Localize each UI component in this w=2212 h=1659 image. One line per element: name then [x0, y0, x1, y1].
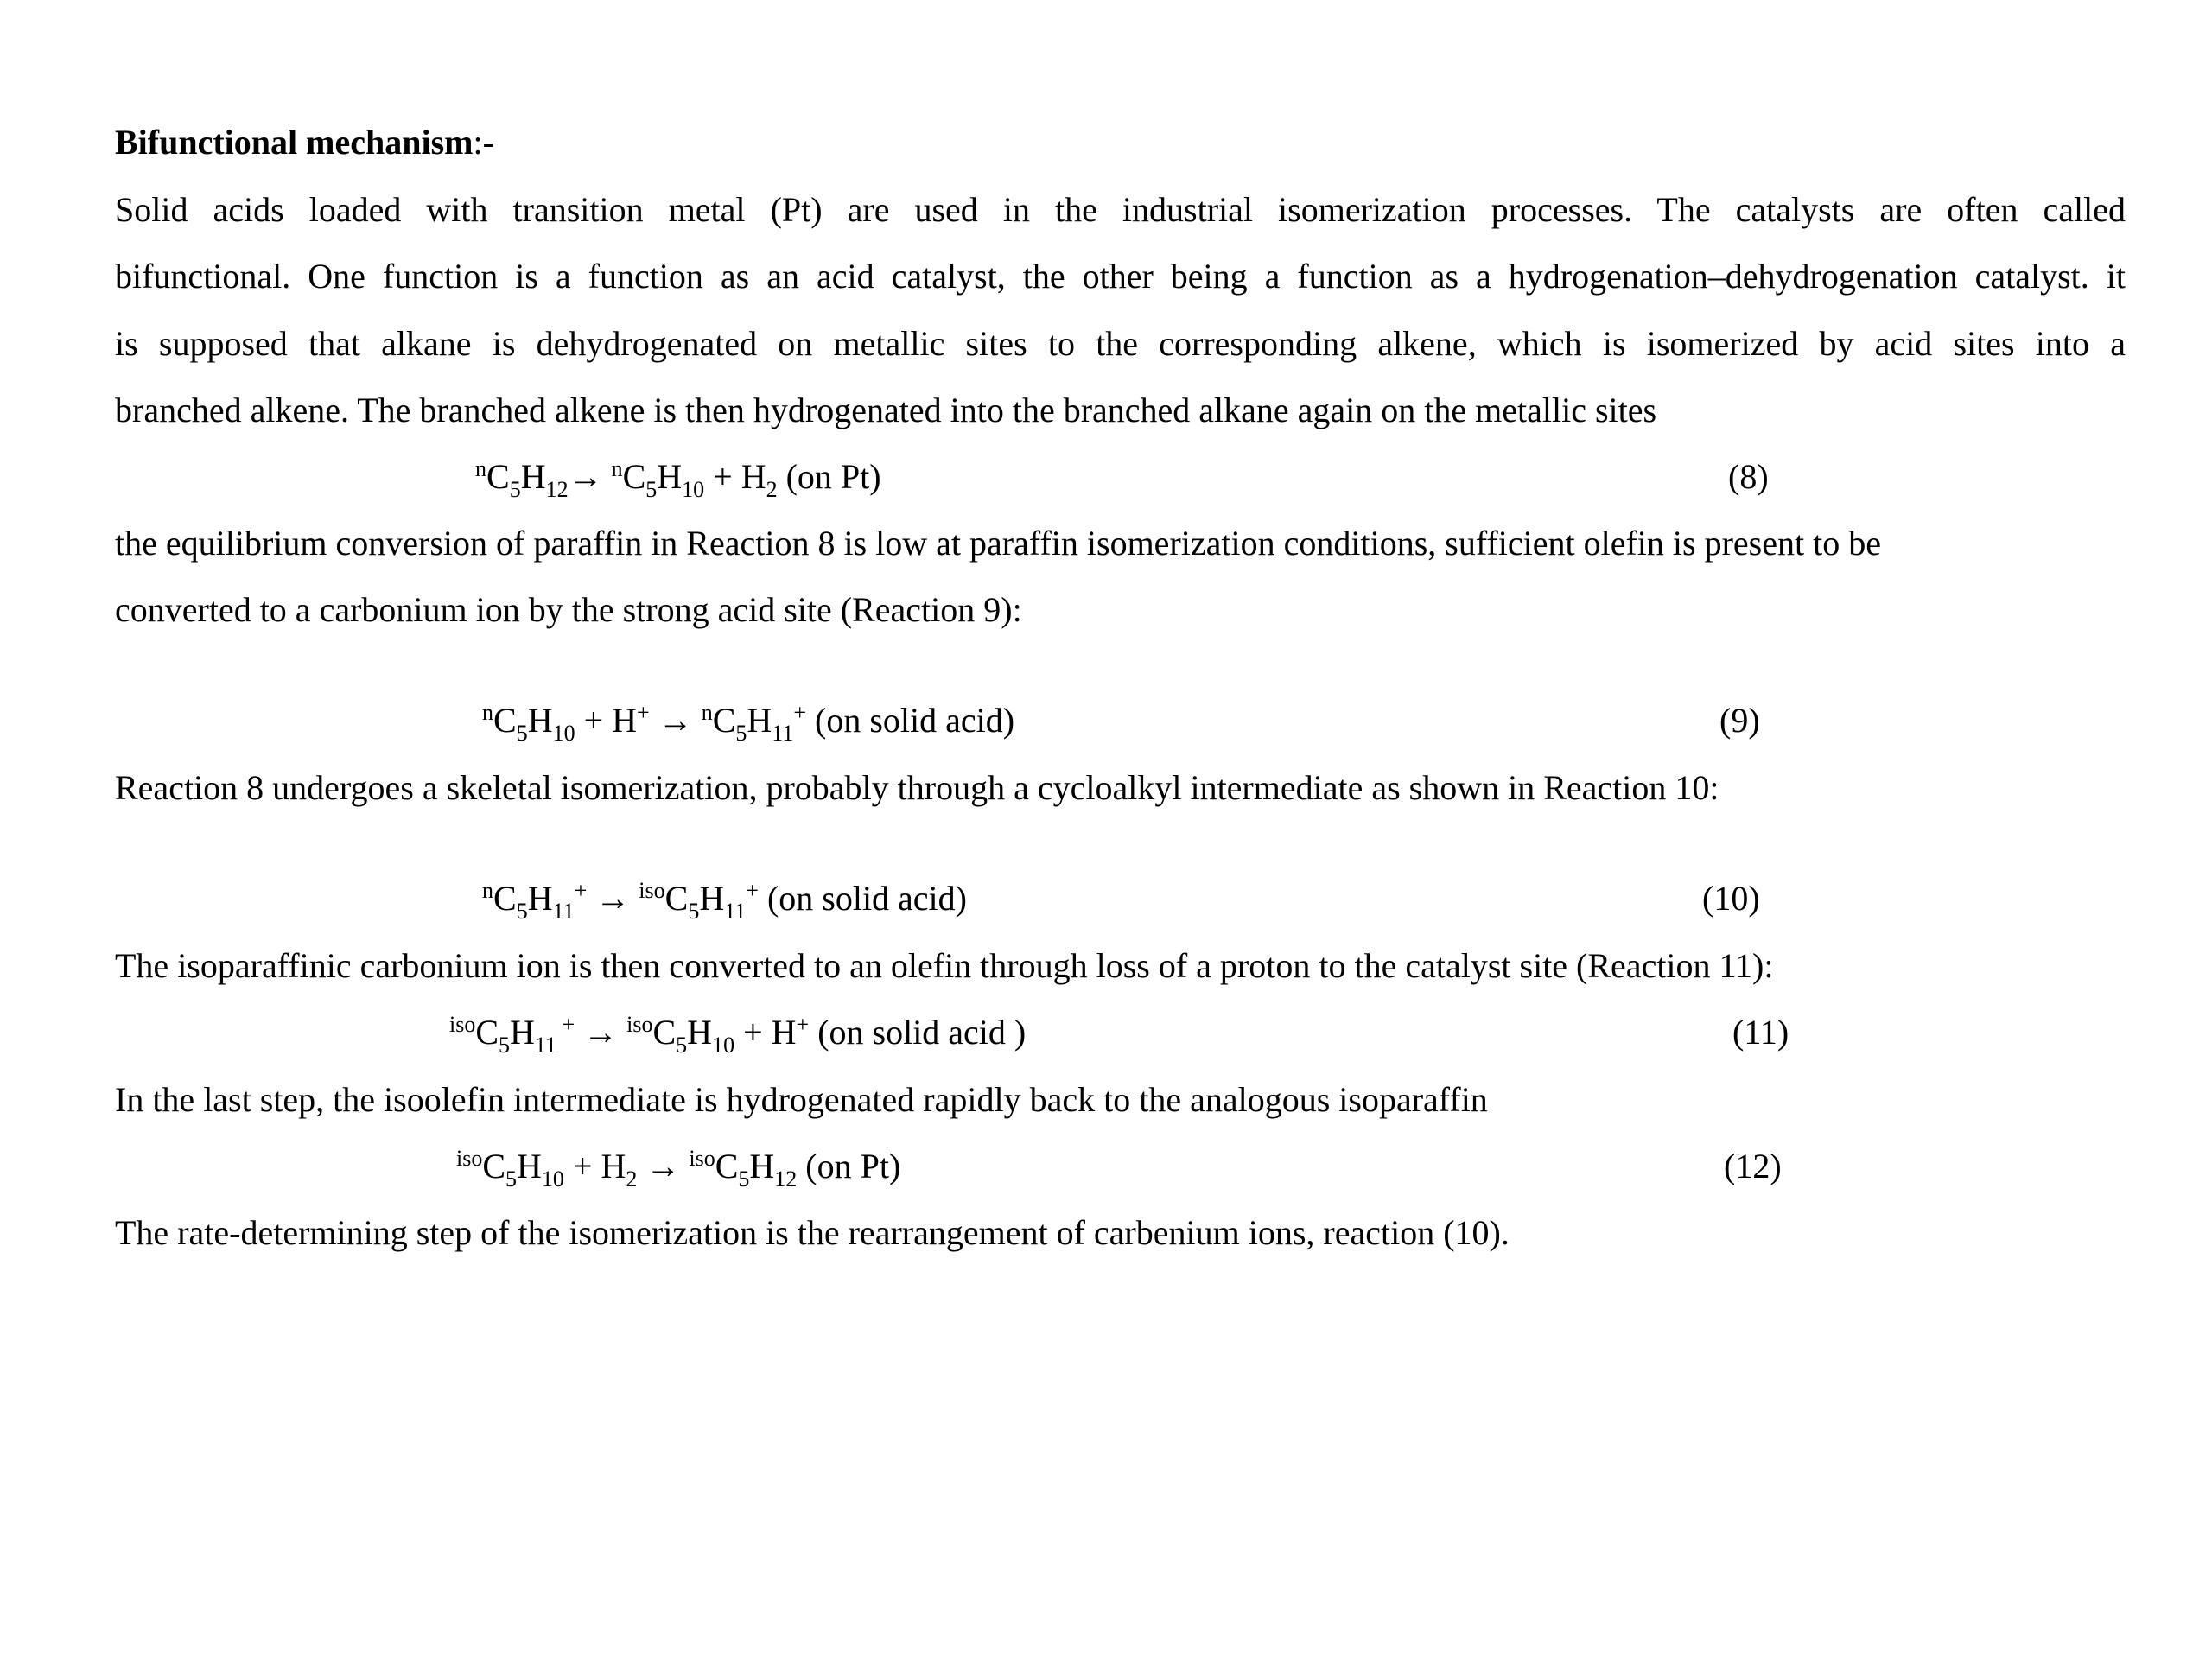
equation-token-txt: H	[517, 1147, 542, 1185]
equation-token-sup: n	[482, 878, 493, 903]
equation-token-sup: iso	[456, 1146, 483, 1171]
equation-token-txt: C	[622, 457, 646, 496]
equation-token-sub: 5	[738, 1166, 750, 1192]
equation-number-10: (10)	[1702, 879, 1760, 918]
equation-token-sup: +	[556, 1012, 575, 1037]
equation-token-sub: 12	[545, 477, 569, 502]
equation-token-txt: H	[657, 457, 683, 496]
equation-token-sup: n	[611, 456, 623, 481]
equation-token-sub: 5	[735, 721, 747, 746]
paragraph6: The rate-determining step of the isomerization is the rearrangement of carbenium ions, reaction (10).	[115, 1213, 1510, 1252]
paragraph1-line-1: Solid acids loaded with transition metal (Pt) are used in the industrial isomerization processes. The catalysts are often called	[115, 190, 2126, 229]
equation-token-sub: 5	[509, 477, 521, 502]
equation-token-sup: iso	[449, 1012, 476, 1037]
equation-token-txt: C	[482, 1147, 506, 1185]
equation-token-sub: 11	[534, 1033, 556, 1058]
equation-token-txt: H	[699, 879, 725, 918]
equation-token-sub: 5	[676, 1033, 688, 1058]
equation-token-sup: n	[482, 700, 493, 725]
equation-token-txt: →	[637, 1147, 690, 1185]
equation-token-txt: + H	[563, 1147, 626, 1185]
equation-token-txt: (on Pt)	[797, 1147, 901, 1185]
equation-11	[449, 1012, 1027, 1058]
equation-token-sub: 5	[645, 477, 658, 502]
paragraph1-line-4: branched alkene. The branched alkene is then hydrogenated into the branched alkane again on the metallic sites	[115, 391, 1657, 429]
paragraph5: In the last step, the isoolefin intermediate is hydrogenated rapidly back to the analogous isoparaffin	[115, 1080, 1488, 1119]
paragraph2-line-1: the equilibrium conversion of paraffin in Reaction 8 is low at paraffin isomerization conditions, sufficient olefin is present to be	[115, 524, 1881, 563]
equation-token-sub: 2	[766, 477, 778, 502]
equation-token-sup: +	[637, 700, 650, 725]
equation-token-sub: 11	[772, 721, 794, 746]
equation-token-txt: C	[493, 701, 517, 740]
equation-8	[475, 456, 881, 502]
paragraph1-line-3: is supposed that alkane is dehydrogenated on metallic sites to the corresponding alkene, which is isomerized by acid sites into a	[115, 324, 2126, 363]
equation-token-txt: + H	[734, 1013, 797, 1052]
equation-token-txt: C	[475, 1013, 499, 1052]
equation-token-txt: C	[664, 879, 689, 918]
paragraph1-line-2: bifunctional. One function is a function as an acid catalyst, the other being a function as a hydrogenation–dehydrogenation catalyst. it	[115, 257, 2126, 296]
equation-token-sub: 10	[682, 477, 705, 502]
equation-token-txt: (on solid acid )	[809, 1013, 1027, 1052]
equation-token-sup: +	[574, 878, 588, 903]
equation-token-txt: H	[687, 1013, 713, 1052]
equation-token-sub: 5	[516, 721, 528, 746]
equation-token-txt: →	[587, 879, 639, 918]
equation-token-txt: (on solid acid)	[806, 701, 1015, 740]
equation-token-sup: iso	[689, 1146, 715, 1171]
equation-token-sub: 12	[774, 1166, 798, 1192]
equation-number-8: (8)	[1728, 457, 1769, 496]
paragraph3: Reaction 8 undergoes a skeletal isomerization, probably through a cycloalkyl intermediate as shown in Reaction 10:	[115, 768, 1719, 807]
equation-token-sup: n	[475, 456, 486, 481]
equation-token-sup: +	[746, 878, 759, 903]
equation-token-txt: C	[486, 457, 510, 496]
equation-token-txt: + H	[704, 457, 766, 496]
equation-token-txt: H	[527, 701, 553, 740]
equation-token-txt: H	[510, 1013, 535, 1052]
equation-token-sub: 10	[541, 1166, 564, 1192]
equation-9	[482, 700, 1015, 746]
equation-token-txt: H	[747, 701, 772, 740]
equation-token-txt: C	[712, 701, 736, 740]
equation-token-txt: H	[749, 1147, 775, 1185]
equation-token-sub: 5	[516, 899, 528, 924]
equation-token-txt: C	[652, 1013, 677, 1052]
equation-token-txt: H	[527, 879, 553, 918]
paragraph4: The isoparaffinic carbonium ion is then converted to an olefin through loss of a proton to the catalyst site (Reaction 11):	[115, 946, 1774, 985]
equation-token-sub: 10	[712, 1033, 735, 1058]
equation-token-sub: 5	[499, 1033, 511, 1058]
equation-token-sub: 11	[552, 899, 575, 924]
equation-token-sub: 2	[626, 1166, 638, 1192]
equation-number-11: (11)	[1732, 1013, 1789, 1052]
equation-token-sub: 5	[505, 1166, 518, 1192]
equation-token-txt: (on solid acid)	[758, 879, 967, 918]
heading-bold-text: Bifunctional mechanism	[115, 123, 474, 162]
equation-12	[456, 1146, 901, 1192]
equation-token-txt: →	[568, 457, 612, 496]
equation-10	[482, 878, 967, 924]
section-heading	[115, 122, 494, 163]
heading-suffix: :-	[473, 123, 494, 162]
equation-token-sup: +	[796, 1012, 810, 1037]
equation-token-txt: + H	[575, 701, 638, 740]
equation-token-txt: H	[520, 457, 546, 496]
paragraph2-line-2: converted to a carbonium ion by the strong acid site (Reaction 9):	[115, 590, 1022, 629]
equation-token-txt: →	[575, 1013, 627, 1052]
equation-token-txt: C	[715, 1147, 739, 1185]
equation-token-sup: +	[793, 700, 806, 725]
equation-token-txt: →	[649, 701, 702, 740]
equation-token-sub: 5	[688, 899, 700, 924]
equation-token-txt: C	[493, 879, 517, 918]
equation-number-9: (9)	[1719, 701, 1760, 740]
equation-token-sup: iso	[639, 878, 665, 903]
equation-number-12: (12)	[1724, 1147, 1782, 1185]
equation-token-sup: iso	[626, 1012, 653, 1037]
equation-token-txt: (on Pt)	[777, 457, 881, 496]
equation-token-sup: n	[701, 700, 713, 725]
equation-token-sub: 10	[552, 721, 575, 746]
equation-token-sub: 11	[724, 899, 747, 924]
